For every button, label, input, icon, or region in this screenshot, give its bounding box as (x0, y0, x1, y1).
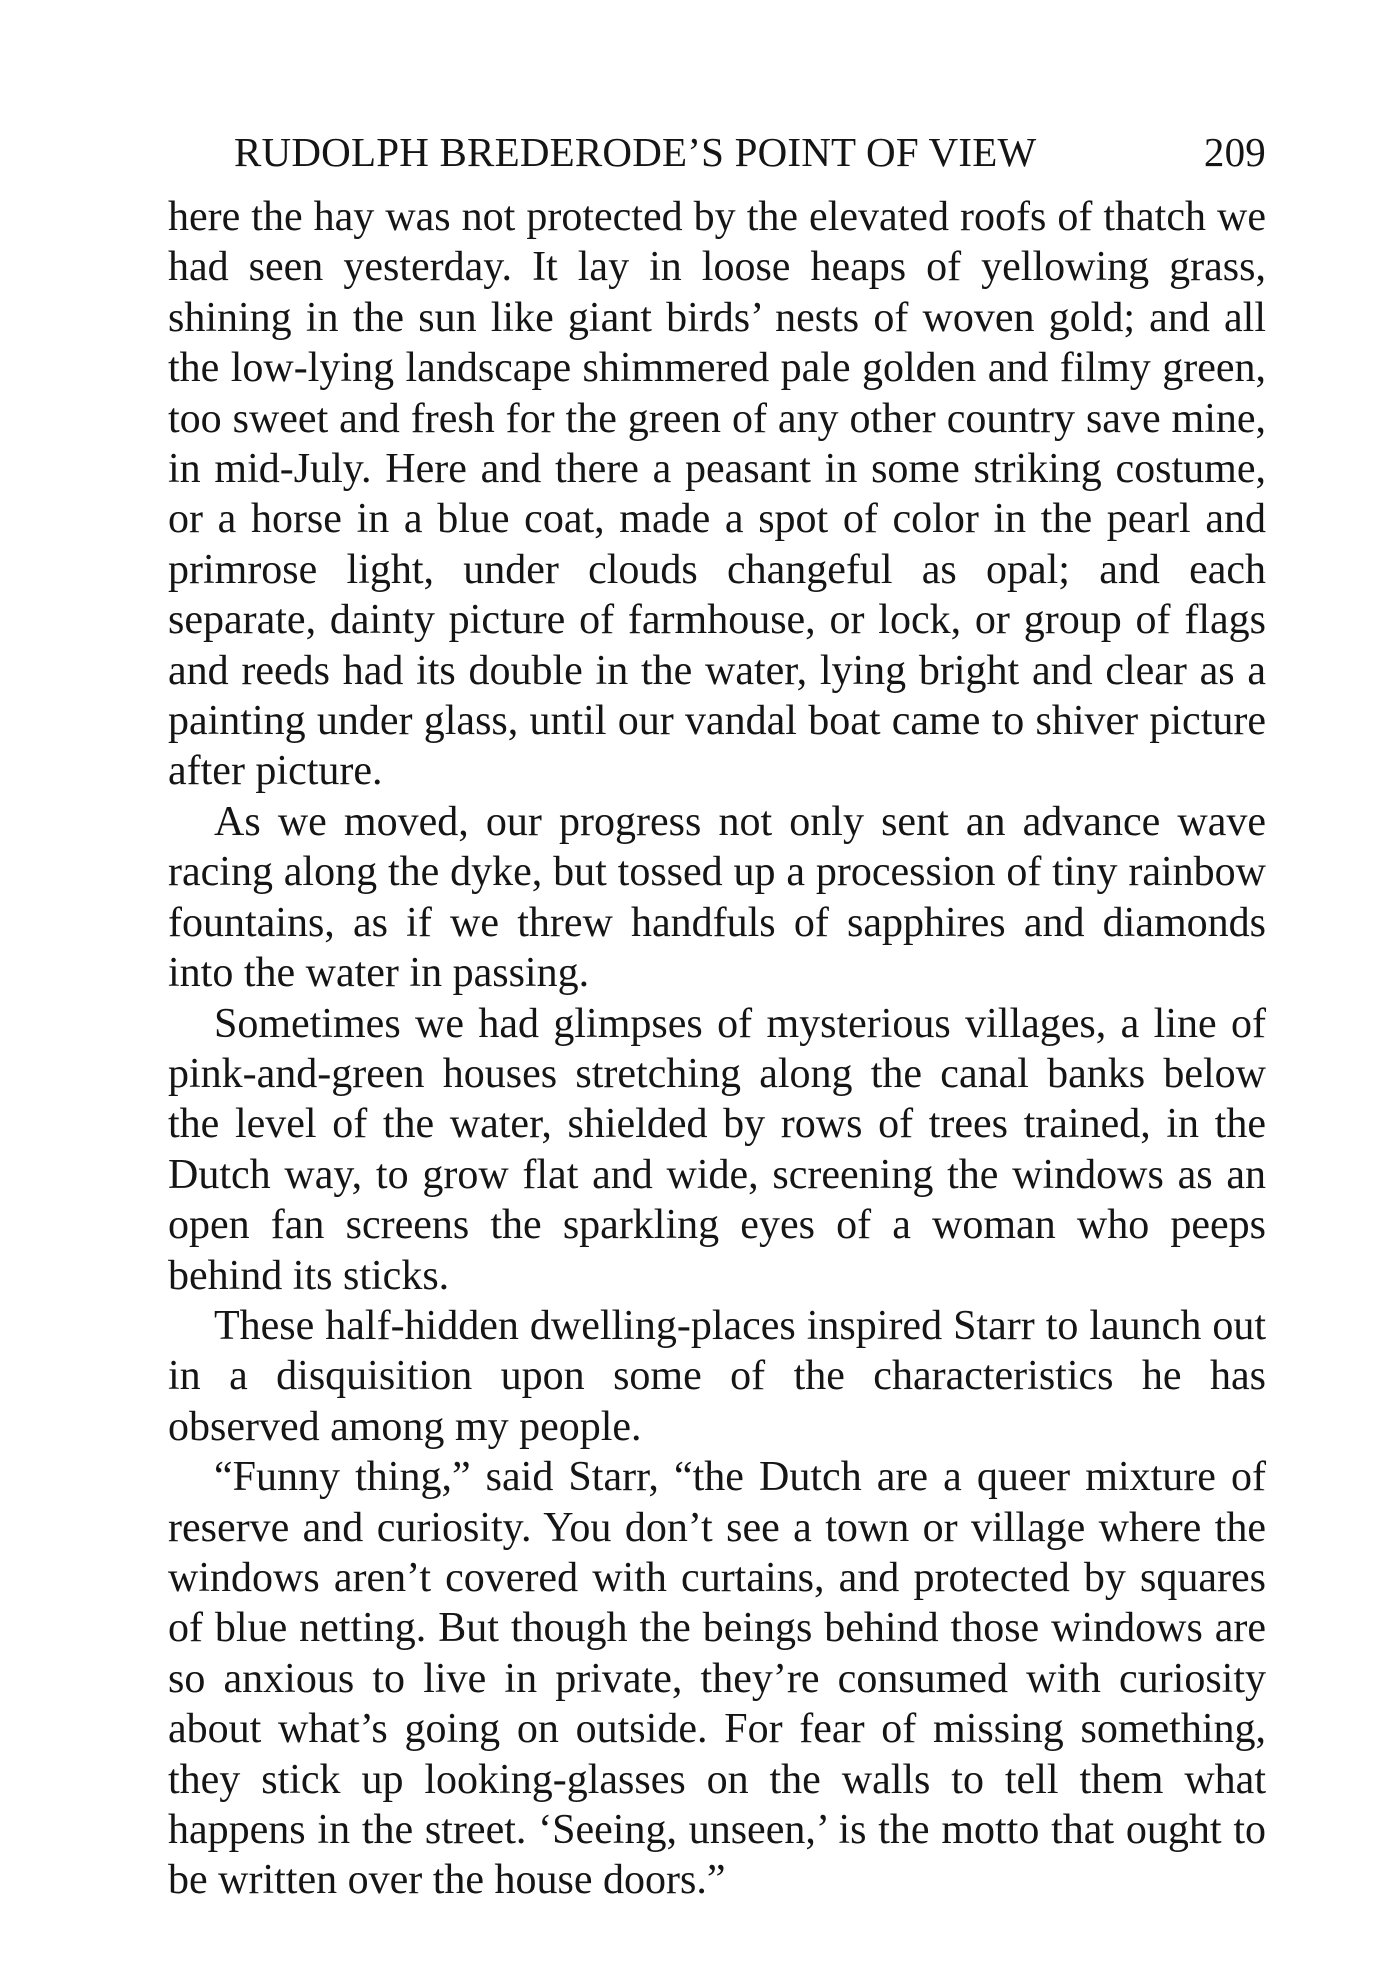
running-title: RUDOLPH BREDERODE’S POINT OF VIEW (234, 129, 1037, 175)
paragraph-continued: here the hay was not protected by the elevated roofs of thatch we had seen yesterday. It lay in loose heaps of yellowing grass, shining in the sun like giant birds’ nests of woven gold; and all the low-lying landscape shimmered pale golden and filmy green, too sweet and fresh for the green of any other country save mine, in mid-July. Here and there a peasant in some striking costume, or a horse in a blue coat, made a spot of color in the pearl and primrose light, under clouds changeful as opal; and each separate, dainty picture of farmhouse, or lock, or group of flags and reeds had its double in the water, lying bright and clear as a painting under glass, until our vandal boat came to shiver picture after picture. (168, 194, 1266, 795)
book-page (168, 112, 1266, 1906)
body-text (168, 192, 1266, 1906)
running-head (168, 112, 1266, 192)
page-number: 209 (1203, 129, 1266, 175)
paragraph: As we moved, our progress not only sent an advance wave racing along the dyke, but tossed up a procession of tiny rainbow fountains, as if we threw handfuls of sapphires and diamonds into the water in passing. (168, 798, 1266, 997)
paragraph: Sometimes we had glimpses of mysterious villages, a line of pink-and-green houses stretching along the canal banks below the level of the water, shielded by rows of trees trained, in the Dutch way, to grow flat and wide, screening the windows as an open fan screens the sparkling eyes of a woman who peeps behind its sticks. (168, 1000, 1266, 1299)
paragraph: These half-hidden dwelling-places inspired Starr to launch out in a disquisition upon some of the characteristics he has observed among my people. (168, 1302, 1266, 1450)
paragraph: “Funny thing,” said Starr, “the Dutch are a queer mixture of reserve and curiosity. You don’t see a town or village where the windows aren’t covered with curtains, and protected by squares of blue netting. But though the beings behind those windows are so anxious to live in private, they’re consumed with curiosity about what’s going on outside. For fear of missing something, they stick up looking-glasses on the walls to tell them what happens in the street. ‘Seeing, unseen,’ is the motto that ought to be written over the house doors.” (168, 1454, 1266, 1904)
